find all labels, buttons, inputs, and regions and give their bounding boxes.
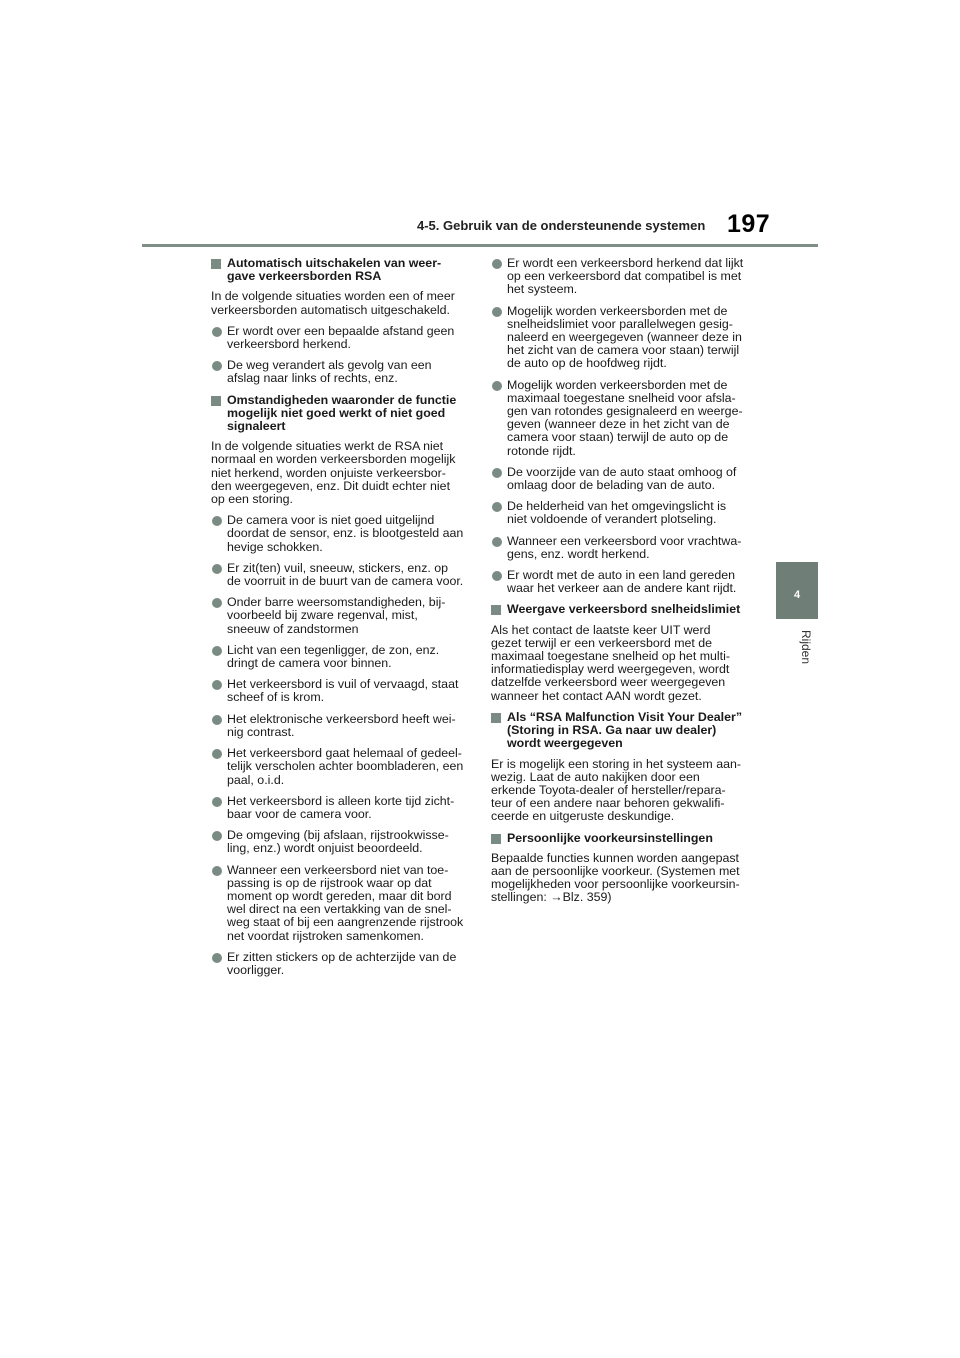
paragraph: Bepaalde functies kunnen worden aangepast aan de persoonlijke voorkeur. (Systemen met mogelijkheden voor persoonlijke voorkeursin- stellingen: →Blz. 359) [491,850,740,905]
bullet-icon [212,715,222,725]
bullet-icon [212,680,222,690]
page-number: 197 [727,210,771,238]
bullet-icon [492,307,502,317]
section-heading [211,394,468,434]
bullet-icon [212,598,222,608]
heading-text: Als “RSA Malfunction Visit Your Dealer” (Storing in RSA. Ga naar uw dealer) wordt weergegeven [507,709,743,751]
list-item: Er wordt met de auto in een land gereden waar het verkeer aan de andere kant rijdt. [491,569,748,595]
chapter-number: 4 [793,589,801,601]
heading-text: Weergave verkeersbord snelheidslimiet [507,602,741,617]
list-item: De camera voor is niet goed uitgelijnd doordat de sensor, enz. is blootgesteld aan hevige schokken. [211,514,468,554]
list-item: Het elektronische verkeersbord heeft wei- nig contrast. [211,713,468,739]
bullet-icon [492,259,502,269]
list-item: Er zit(ten) vuil, sneeuw, stickers, enz. op de voorruit in de buurt van de camera voor. [211,562,468,588]
chapter-label: Rijden [799,630,813,665]
square-marker-icon [211,396,221,406]
section-heading [491,711,748,751]
bullet-icon [212,831,222,841]
chapter-tab [776,562,818,619]
bullet-icon [492,571,502,581]
square-marker-icon [491,605,501,615]
bullet-icon [492,502,502,512]
list-item: De weg verandert als gevolg van een afslag naar links of rechts, enz. [211,359,468,385]
list-item: Onder barre weersomstandigheden, bij- voorbeeld bij zware regenval, mist, sneeuw of zandstormen [211,596,468,636]
header-rule [142,244,818,247]
bullet-icon [212,646,222,656]
list-item: Het verkeersbord gaat helemaal of gedeel- telijk verscholen achter boombladeren, een paal, o.i.d. [211,747,468,787]
square-marker-icon [491,713,501,723]
paragraph: In de volgende situaties werkt de RSA niet normaal en worden verkeersborden mogelijk niet herkend, worden onjuiste verkeersbor- den weergegeven, enz. Dit duidt echter niet op een storing. [211,439,456,507]
list-item: De voorzijde van de auto staat omhoog of omlaag door de belading van de auto. [491,466,748,492]
bullet-icon [212,866,222,876]
list-item: De omgeving (bij afslaan, rijstrookwisse- ling, enz.) wordt onjuist beoordeeld. [211,829,468,855]
bullet-icon [212,797,222,807]
heading-text: Persoonlijke voorkeursinstellingen [507,830,713,845]
bullet-icon [492,537,502,547]
bullet-icon [212,327,222,337]
square-marker-icon [491,834,501,844]
list-item: Er wordt een verkeersbord herkend dat lijkt op een verkeersbord dat compatibel is met het systeem. [491,257,748,297]
bullet-icon [212,564,222,574]
list-item: Er zitten stickers op de achterzijde van de voorligger. [211,951,468,977]
list-item: De helderheid van het omgevingslicht is niet voldoende of verandert plotseling. [491,500,748,526]
paragraph: Er is mogelijk een storing in het systeem aan- wezig. Laat de auto nakijken door een erkende Toyota-dealer of hersteller/repara- teur of een andere naar behoren gekwalifi- ceerde en uitgeruste deskundige. [491,756,741,824]
list-item: Wanneer een verkeersbord voor vrachtwa- gens, enz. wordt herkend. [491,535,748,561]
list-item: Mogelijk worden verkeersborden met de maximaal toegestane snelheid voor afsla- gen van rotondes gesignaleerd en weerge- geven (wanneer deze in het zicht van de camera voor staan) terwijl de auto op de rotonde rijdt. [491,379,748,458]
list-item: Licht van een tegenligger, de zon, enz. dringt de camera voor binnen. [211,644,468,670]
list-item: Mogelijk worden verkeersborden met de snelheidslimiet voor parallelwegen gesig- naleerd en weergegeven (wanneer deze in het zicht van de camera voor staan) terwijl de auto op de hoofdweg rijdt. [491,305,748,371]
list-item: Er wordt over een bepaalde afstand geen verkeersbord herkend. [211,325,468,351]
section-title: 4-5. Gebruik van de ondersteunende systemen [417,218,706,233]
paragraph: Als het contact de laatste keer UIT werd gezet terwijl er een verkeersbord met de maximaal toegestane snelheid op het multi- informatiedisplay werd weergegeven, wordt datzelfde verkeersbord weer weergegeven wanneer het contact AAN wordt gezet. [491,622,730,703]
bullet-icon [212,953,222,963]
section-heading [491,603,748,616]
bullet-icon [212,516,222,526]
right-column [491,257,748,913]
bullet-icon [212,361,222,371]
list-item: Wanneer een verkeersbord niet van toe- passing is op de rijstrook waar op dat moment op wordt gereden, maar dit bord wel direct na een vertakking van de snel- weg staat of bij een aangrenzende rijstrook net voordat rijstroken samenkomen. [211,864,468,943]
bullet-icon [492,381,502,391]
section-heading [211,257,468,283]
bullet-icon [492,468,502,478]
bullet-icon [212,749,222,759]
section-heading [491,832,748,845]
list-item: Het verkeersbord is alleen korte tijd zicht- baar voor de camera voor. [211,795,468,821]
paragraph: In de volgende situaties worden een of meer verkeersborden automatisch uitgeschakeld. [211,289,455,317]
square-marker-icon [211,259,221,269]
list-item: Het verkeersbord is vuil of vervaagd, staat scheef of is krom. [211,678,468,704]
heading-text: Omstandigheden waaronder de functie mogelijk niet goed werkt of niet goed signaleert [227,392,457,434]
heading-text: Automatisch uitschakelen van weer- gave verkeersborden RSA [227,256,442,284]
left-column [211,257,468,985]
